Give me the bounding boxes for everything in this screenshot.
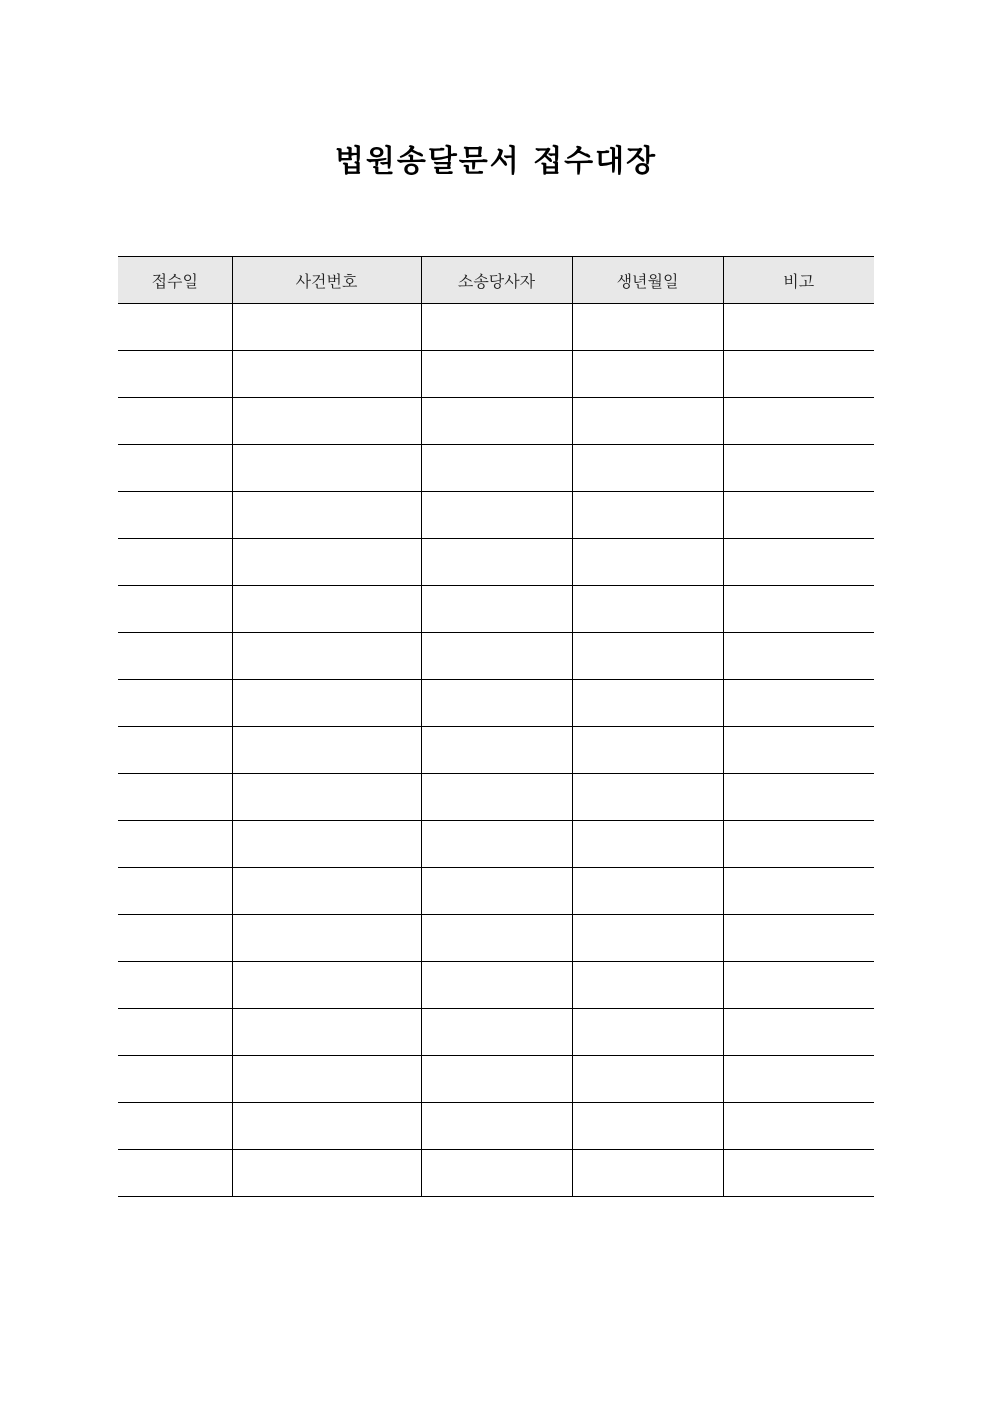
table-row	[118, 868, 874, 915]
table-cell	[421, 868, 572, 915]
table-cell	[572, 915, 723, 962]
table-cell	[572, 351, 723, 398]
table-cell	[118, 539, 232, 586]
table-cell	[421, 680, 572, 727]
table-cell	[421, 539, 572, 586]
table-cell	[572, 633, 723, 680]
table-cell	[118, 1103, 232, 1150]
column-header-remarks: 비고	[723, 257, 874, 304]
table-row	[118, 539, 874, 586]
table-cell	[421, 1103, 572, 1150]
table-row	[118, 492, 874, 539]
table-cell	[572, 492, 723, 539]
table-cell	[118, 774, 232, 821]
table-cell	[421, 962, 572, 1009]
table-cell	[118, 304, 232, 351]
table-row	[118, 727, 874, 774]
table-cell	[421, 1056, 572, 1103]
table-cell	[421, 727, 572, 774]
table-cell	[572, 398, 723, 445]
table-cell	[232, 1056, 421, 1103]
table-cell	[421, 398, 572, 445]
table-cell	[723, 1103, 874, 1150]
table-row	[118, 962, 874, 1009]
table-cell	[232, 821, 421, 868]
table-cell	[421, 492, 572, 539]
table-row	[118, 680, 874, 727]
table-cell	[118, 492, 232, 539]
table-cell	[421, 586, 572, 633]
table-cell	[232, 492, 421, 539]
table-cell	[232, 915, 421, 962]
table-row	[118, 586, 874, 633]
table-cell	[723, 492, 874, 539]
table-cell	[723, 351, 874, 398]
column-header-parties: 소송당사자	[421, 257, 572, 304]
table-cell	[232, 727, 421, 774]
table-cell	[118, 821, 232, 868]
table-cell	[118, 1009, 232, 1056]
table-cell	[118, 962, 232, 1009]
table-row	[118, 774, 874, 821]
table-cell	[118, 445, 232, 492]
table-cell	[232, 962, 421, 1009]
table-cell	[232, 304, 421, 351]
table-cell	[421, 445, 572, 492]
table-cell	[723, 915, 874, 962]
table-cell	[118, 915, 232, 962]
table-cell	[723, 539, 874, 586]
table-cell	[118, 633, 232, 680]
table-cell	[723, 774, 874, 821]
table-row	[118, 821, 874, 868]
table-cell	[421, 633, 572, 680]
table-cell	[232, 445, 421, 492]
header-row	[118, 257, 874, 304]
table-cell	[572, 304, 723, 351]
table-cell	[118, 1056, 232, 1103]
table-cell	[232, 351, 421, 398]
table-cell	[572, 586, 723, 633]
table-cell	[723, 680, 874, 727]
register-table	[118, 256, 874, 1197]
table-cell	[723, 821, 874, 868]
table-row	[118, 1150, 874, 1197]
table-cell	[572, 868, 723, 915]
table-cell	[232, 868, 421, 915]
table-cell	[421, 1009, 572, 1056]
table-cell	[572, 821, 723, 868]
table-cell	[118, 727, 232, 774]
document-title: 법원송달문서 접수대장	[334, 144, 658, 179]
column-header-case-number: 사건번호	[232, 257, 421, 304]
column-header-date: 접수일	[118, 257, 232, 304]
table-cell	[118, 398, 232, 445]
table-cell	[723, 633, 874, 680]
table-cell	[723, 398, 874, 445]
table-cell	[232, 398, 421, 445]
table-cell	[118, 1150, 232, 1197]
table-cell	[723, 1056, 874, 1103]
table-cell	[723, 445, 874, 492]
table-cell	[232, 1103, 421, 1150]
table-cell	[421, 351, 572, 398]
table-cell	[572, 445, 723, 492]
table-cell	[572, 774, 723, 821]
table-cell	[572, 727, 723, 774]
table-cell	[232, 1150, 421, 1197]
table-cell	[118, 351, 232, 398]
table-cell	[723, 1150, 874, 1197]
table-cell	[723, 586, 874, 633]
table-row	[118, 304, 874, 351]
table-cell	[572, 1056, 723, 1103]
column-header-birthdate: 생년월일	[572, 257, 723, 304]
table-cell	[572, 1103, 723, 1150]
table-row	[118, 1056, 874, 1103]
table-cell	[572, 1009, 723, 1056]
table-cell	[232, 633, 421, 680]
table-cell	[572, 680, 723, 727]
table-row	[118, 633, 874, 680]
table-cell	[118, 868, 232, 915]
table-cell	[421, 821, 572, 868]
table-row	[118, 398, 874, 445]
table-cell	[572, 1150, 723, 1197]
table-cell	[723, 727, 874, 774]
table-cell	[232, 1009, 421, 1056]
table-cell	[723, 1009, 874, 1056]
table-cell	[421, 774, 572, 821]
table-cell	[421, 1150, 572, 1197]
table-cell	[232, 586, 421, 633]
table-cell	[232, 774, 421, 821]
table-body	[118, 304, 874, 1197]
table-cell	[723, 304, 874, 351]
table-cell	[723, 868, 874, 915]
table-row	[118, 1103, 874, 1150]
table-cell	[232, 680, 421, 727]
table-row	[118, 915, 874, 962]
table-row	[118, 1009, 874, 1056]
table-cell	[118, 586, 232, 633]
table-row	[118, 351, 874, 398]
table-cell	[232, 539, 421, 586]
table-cell	[572, 539, 723, 586]
table-row	[118, 445, 874, 492]
table-cell	[421, 304, 572, 351]
table-cell	[723, 962, 874, 1009]
table-cell	[118, 680, 232, 727]
table-cell	[572, 962, 723, 1009]
table-cell	[421, 915, 572, 962]
